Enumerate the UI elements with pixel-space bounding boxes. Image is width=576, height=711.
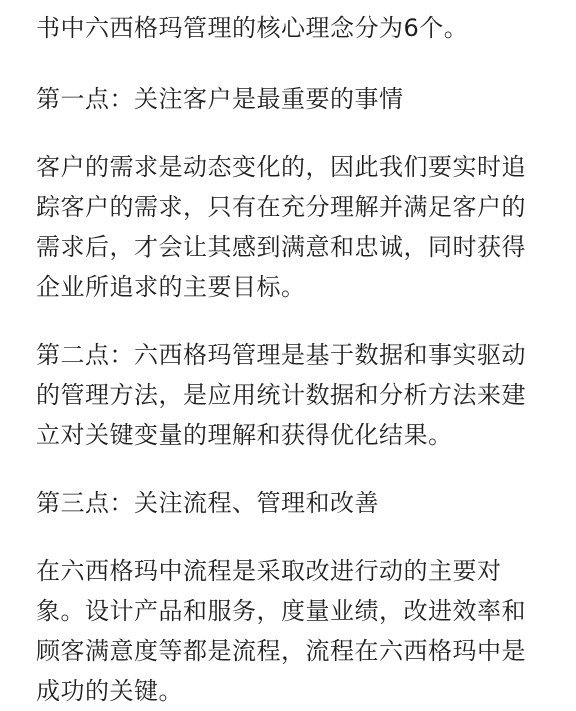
intro-paragraph: 书中六西格玛管理的核心理念分为6个。 bbox=[36, 14, 469, 42]
section-2-paragraph: 第二点：六西格玛管理是基于数据和事实驱动的管理方法，是应用统计数据和分析方法来建立对关键变量的理解和获得优化结果。 bbox=[36, 341, 526, 449]
section-1-body: 客户的需求是动态变化的，因此我们要实时追踪客户的需求，只有在充分理解并满足客户的需求后，才会让其感到满意和忠诚，同时获得企业所追求的主要目标。 bbox=[36, 153, 526, 301]
section-3-body: 在六西格玛中流程是采取改进行动的主要对象。设计产品和服务，度量业绩，改进效率和顾客满意度等都是流程，流程在六西格玛中是成功的关键。 bbox=[36, 557, 526, 705]
section-3-heading: 第三点：关注流程、管理和改善 bbox=[36, 489, 379, 517]
section-1-heading: 第一点：关注客户是最重要的事情 bbox=[36, 85, 404, 113]
